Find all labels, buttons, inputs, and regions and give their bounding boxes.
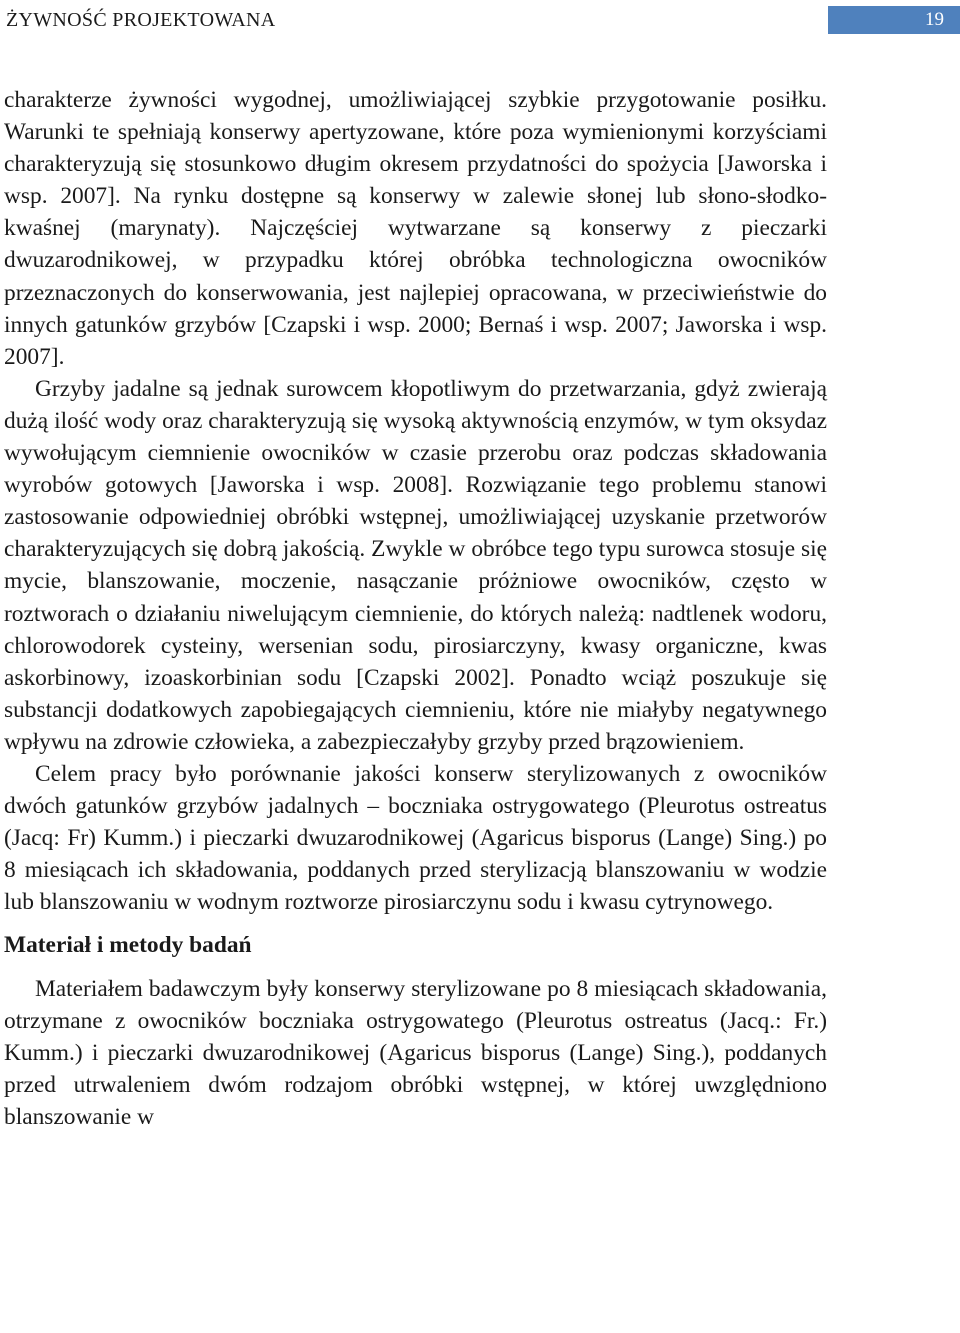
running-header bbox=[0, 0, 960, 40]
paragraph-materials: Materiałem badawczym były konserwy sterylizowane po 8 miesiącach składowania, otrzymane z owocników boczniaka ostrygowatego (Pleurotus ostreatus (Jacq.: Fr.) Kumm.) i pieczarki dwuzarodnikowej (Agaricus bisporus (Lange) Sing.), poddanych przed utrwaleniem dwóm rodzajom obróbki wstępnej, w której uwzględniono blanszowanie w bbox=[4, 975, 827, 1130]
body-text bbox=[4, 84, 827, 1133]
paragraph-problems: Grzyby jadalne są jednak surowcem kłopotliwym do przetwarzania, gdyż zwierają dużą ilość wody oraz charakteryzują się wysoką aktywnością enzymów, w tym oksydaz wywołującym ciemnienie owocników w czasie przerobu oraz podczas składowania wyrobów gotowych [Jaworska i wsp. 2008]. Rozwiązanie tego problemu stanowi zastosowanie odpowiedniej obróbki wstępnej, umożliwiającej uzyskanie przetworów charakteryzujących się dobrą jakością. Zwykle w obróbce tego typu surowca stosuje się mycie, blanszowanie, moczenie, nasączanie próżniowe owocników, często w roztworach o działaniu niwelującym ciemnienie, do których należą: nadtlenek wodoru, chlorowodorek cysteiny, wersenian sodu, pirosiarczyny, kwasy organiczne, kwas askorbinowy, izoaskorbinian sodu [Czapski 2002]. Ponadto wciąż poszukuje się substancji dodatkowych zapobiegających ciemnieniu, które nie miałyby negatywnego wpływu na zdrowie człowieka, a zabezpieczałyby grzyby przed brązowieniem. bbox=[4, 375, 827, 755]
paragraph-intro: charakterze żywności wygodnej, umożliwiającej szybkie przygotowanie posiłku. Warunki te spełniają konserwy apertyzowane, które poza wymienionymi korzyściami charakteryzują się stosunkowo długim okresem przydatności do spożycia [Jaworska i wsp. 2007]. Na rynku dostępne są konserwy w zalewie słonej lub słono-słodko-kwaśnej (marynaty). Najczęściej wytwarzane są konserwy z pieczarki dwuzarodnikowej, w przypadku której obróbka technologiczna owocników przeznaczonych do konserwowania, jest najlepiej opracowana, w przeciwieństwie do innych gatunków grzybów [Czapski i wsp. 2000; Bernaś i wsp. 2007; Jaworska i wsp. 2007]. bbox=[4, 87, 827, 370]
running-title: ŻYWNOŚĆ PROJEKTOWANA bbox=[6, 9, 276, 31]
page-number-badge: 19 bbox=[828, 6, 960, 34]
section-heading: Materiał i metody badań bbox=[4, 932, 252, 959]
paragraph-aim: Celem pracy było porównanie jakości konserw sterylizowanych z owocników dwóch gatunków grzybów jadalnych – boczniaka ostrygowatego (Pleurotus ostreatus (Jacq: Fr) Kumm.) i pieczarki dwuzarodnikowej (Agaricus bisporus (Lange) Sing.) po 8 miesiącach ich składowania, poddanych przed sterylizacją blanszowaniu w wodzie lub blanszowaniu w wodnym roztworze pirosiarczynu sodu i kwasu cytrynowego. bbox=[4, 760, 827, 916]
